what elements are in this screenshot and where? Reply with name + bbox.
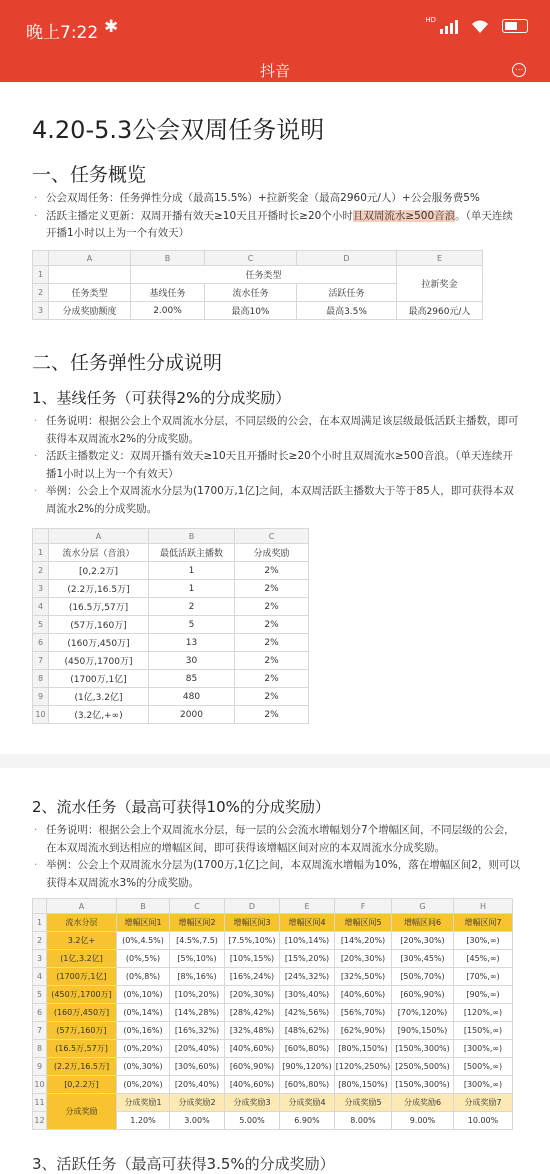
reward-value-cell: 3.00%: [170, 1112, 225, 1130]
table-cell: 5: [149, 616, 235, 634]
table-cell: [10%,20%): [170, 986, 225, 1004]
table-cell: [500%,∞): [454, 1058, 513, 1076]
table-cell: 2.00%: [131, 302, 205, 320]
more-icon[interactable]: ⋯: [512, 63, 526, 77]
table-cell: [14%,20%): [335, 932, 392, 950]
corner-cell: [33, 899, 47, 914]
table-cell: 流水任务: [205, 284, 297, 302]
table-cell: 2%: [235, 688, 309, 706]
reward-name-cell: 分成奖励2: [170, 1094, 225, 1112]
table-cell: [300%,∞): [454, 1076, 513, 1094]
table-cell: [40%,60%): [335, 986, 392, 1004]
hd-icon: HD: [425, 16, 436, 24]
table-cell: [150%,∞): [454, 1022, 513, 1040]
table-cell: 2%: [235, 616, 309, 634]
doc-title: 4.20-5.3公会双周任务说明: [32, 116, 325, 144]
table-cell: 30: [149, 652, 235, 670]
row-number: 1: [33, 266, 49, 284]
table-header-cell: 分成奖励: [235, 544, 309, 562]
table-cell: [30%,40%): [280, 986, 335, 1004]
baseline-table: [32, 528, 309, 724]
table-cell: [80%,150%): [335, 1076, 392, 1094]
section1-heading: 一、任务概览: [32, 164, 147, 186]
row-number: 3: [33, 950, 47, 968]
table-cell: [8%,16%): [170, 968, 225, 986]
row-number: 5: [33, 986, 47, 1004]
table-row: [33, 670, 309, 688]
table-cell: [90%,150%): [392, 1022, 454, 1040]
row-number: 3: [33, 580, 49, 598]
reward-name-cell: 分成奖励4: [280, 1094, 335, 1112]
row-number: 1: [33, 914, 47, 932]
revenue-task-heading: 2、流水任务（最高可获得10%的分成奖励）: [32, 798, 330, 816]
table-cell: [120%,∞): [454, 1004, 513, 1022]
table-row: [33, 1004, 513, 1022]
table-cell: [49, 266, 131, 284]
battery-icon: [502, 19, 528, 33]
table-row: [33, 950, 513, 968]
status-icons: [425, 18, 528, 34]
table-row: [33, 562, 309, 580]
table-cell: 480: [149, 688, 235, 706]
row-number: 4: [33, 968, 47, 986]
table-cell: 2%: [235, 706, 309, 724]
table-cell: 2%: [235, 598, 309, 616]
table-cell: 1: [149, 562, 235, 580]
table-row: [33, 968, 513, 986]
table-cell: 2%: [235, 580, 309, 598]
table-cell: 2%: [235, 652, 309, 670]
table-cell: [40%,60%): [225, 1076, 280, 1094]
column-header: F: [335, 899, 392, 914]
row-number: 5: [33, 616, 49, 634]
table-cell: [20%,40%): [170, 1076, 225, 1094]
table-cell: (0%,10%): [117, 986, 170, 1004]
tier-cell: (1700万,1亿]: [47, 968, 117, 986]
table-cell: [10%,14%): [280, 932, 335, 950]
table-cell: [90%,120%): [280, 1058, 335, 1076]
list-item: · 任务说明：根据公会上个双周流水分层，不同层级的公会，在本双周满足该层级最低活跃主播数，即可获得本双周流水2%的分成奖励。: [32, 413, 522, 448]
list-item: · 活跃主播数定义：双周开播有效天≥10天且开播时长≥20个小时且双周流水≥500音浪。（单天连续开播1小时以上为一个有效天）: [32, 448, 522, 483]
reward-value-cell: 5.00%: [225, 1112, 280, 1130]
reward-value-cell: 10.00%: [454, 1112, 513, 1130]
column-header: E: [397, 251, 483, 266]
row-number: 3: [33, 302, 49, 320]
table-cell: [60%,80%): [280, 1076, 335, 1094]
wifi-icon: [470, 19, 490, 33]
row-number: 6: [33, 634, 49, 652]
table-cell: [45%,∞): [454, 950, 513, 968]
list-item: · 举例：公会上个双周流水分层为(1700万,1亿]之间，本双周流水增幅为10%，落在增幅区间2，则可以获得本双周流水3%的分成奖励。: [32, 857, 522, 892]
table-cell: 2%: [235, 562, 309, 580]
table-cell: 分成奖励额度: [49, 302, 131, 320]
table-cell: 基线任务: [131, 284, 205, 302]
tier-cell: (1亿,3.2亿]: [47, 950, 117, 968]
status-time: 晚上7:22: [26, 23, 99, 43]
table-header-cell: 流水分层（音浪）: [49, 544, 149, 562]
signal-icon: [440, 18, 458, 34]
table-cell: 任务类型: [49, 284, 131, 302]
table-header-cell: 增幅区间4: [280, 914, 335, 932]
table-cell: [20%,40%): [170, 1040, 225, 1058]
table-header-cell: 增幅区间7: [454, 914, 513, 932]
table-cell: (0%,20%): [117, 1040, 170, 1058]
column-header: C: [235, 529, 309, 544]
table-cell: [4.5%,7.5): [170, 932, 225, 950]
revenue-table: [32, 898, 513, 1130]
table-cell: 1: [149, 580, 235, 598]
row-number: 2: [33, 562, 49, 580]
column-header: B: [131, 251, 205, 266]
table-cell: (0%,4.5%): [117, 932, 170, 950]
row-number: 4: [33, 598, 49, 616]
table-cell: 85: [149, 670, 235, 688]
table-header-cell: 增幅区间3: [225, 914, 280, 932]
reward-name-cell: 分成奖励7: [454, 1094, 513, 1112]
table-cell: (1700万,1亿]: [49, 670, 149, 688]
table-cell: [10%,15%): [225, 950, 280, 968]
table-cell: (57万,160万]: [49, 616, 149, 634]
nav-bar: [0, 60, 550, 82]
table-cell: [20%,30%): [225, 986, 280, 1004]
table-header-cell: 增幅区间1: [117, 914, 170, 932]
status-bar: [0, 0, 550, 60]
table-cell: [60%,80%): [280, 1040, 335, 1058]
table-cell: [50%,70%): [392, 968, 454, 986]
table-cell: (450万,1700万]: [49, 652, 149, 670]
column-header: C: [170, 899, 225, 914]
table-cell: (0%,14%): [117, 1004, 170, 1022]
list-item: [32, 208, 522, 243]
table-cell: [30%,∞): [454, 932, 513, 950]
table-row: [33, 1040, 513, 1058]
table-cell: (1亿,3.2亿]: [49, 688, 149, 706]
table-header-cell: 增幅区间5: [335, 914, 392, 932]
table-cell: 最高10%: [205, 302, 297, 320]
table-cell: (16.5万,57万]: [49, 598, 149, 616]
tier-cell: (450万,1700万]: [47, 986, 117, 1004]
row-number: 2: [33, 284, 49, 302]
reward-label-cell: 分成奖励: [47, 1094, 117, 1130]
tier-cell: (160万,450万]: [47, 1004, 117, 1022]
reward-value-cell: 1.20%: [117, 1112, 170, 1130]
table-cell: [70%,120%): [392, 1004, 454, 1022]
table-cell: [32%,50%): [335, 968, 392, 986]
table-header-cell: 流水分层: [47, 914, 117, 932]
reward-name-cell: 分成奖励6: [392, 1094, 454, 1112]
section-heading-partial: 3、活跃任务（最高可获得3.5%的分成奖励）: [32, 1155, 335, 1173]
table-cell: [30%,45%): [392, 950, 454, 968]
table-cell: [24%,32%): [280, 968, 335, 986]
tier-cell: 3.2亿+: [47, 932, 117, 950]
table-cell: [120%,250%): [335, 1058, 392, 1076]
row-number: 7: [33, 652, 49, 670]
bluetooth-icon: ✱: [104, 17, 119, 37]
overview-table: [32, 250, 483, 320]
table-cell: [70%,∞): [454, 968, 513, 986]
table-cell: (0%,5%): [117, 950, 170, 968]
row-number: 6: [33, 1004, 47, 1022]
table-cell: 2%: [235, 670, 309, 688]
table-header-cell: 增幅区间6: [392, 914, 454, 932]
table-cell: (0%,30%): [117, 1058, 170, 1076]
table-cell: (0%,8%): [117, 968, 170, 986]
column-header: E: [280, 899, 335, 914]
table-cell: [14%,28%): [170, 1004, 225, 1022]
corner-cell: [33, 529, 49, 544]
table-cell: [48%,62%): [280, 1022, 335, 1040]
column-header: D: [225, 899, 280, 914]
row-number: 9: [33, 688, 49, 706]
revenue-bullets: [32, 822, 522, 892]
table-cell: [20%,30%): [392, 932, 454, 950]
table-cell: 拉新奖金: [397, 266, 483, 302]
row-number: 9: [33, 1058, 47, 1076]
table-cell: [42%,56%): [280, 1004, 335, 1022]
table-cell: [16%,32%): [170, 1022, 225, 1040]
table-cell: [150%,300%): [392, 1040, 454, 1058]
table-cell: [7.5%,10%): [225, 932, 280, 950]
table-header-cell: 最低活跃主播数: [149, 544, 235, 562]
table-cell: [56%,70%): [335, 1004, 392, 1022]
table-cell: [16%,24%): [225, 968, 280, 986]
table-cell: 2%: [235, 634, 309, 652]
table-cell: [0,2.2万]: [49, 562, 149, 580]
table-cell: [90%,∞): [454, 986, 513, 1004]
table-cell: 任务类型: [131, 266, 397, 284]
table-cell: [5%,10%): [170, 950, 225, 968]
row-number: 1: [33, 544, 49, 562]
table-row: [33, 652, 309, 670]
table-row: [33, 1058, 513, 1076]
table-row: [33, 634, 309, 652]
table-cell: 2000: [149, 706, 235, 724]
column-header: D: [297, 251, 397, 266]
reward-name-cell: 分成奖励5: [335, 1094, 392, 1112]
column-header: A: [49, 251, 131, 266]
tier-cell: (57万,160万]: [47, 1022, 117, 1040]
table-cell: (2.2万,16.5万]: [49, 580, 149, 598]
table-cell: 最高2960元/人: [397, 302, 483, 320]
table-row: [33, 616, 309, 634]
table-cell: [15%,20%): [280, 950, 335, 968]
table-cell: [60%,90%): [225, 1058, 280, 1076]
table-cell: (160万,450万]: [49, 634, 149, 652]
table-row: [33, 706, 309, 724]
table-row: [33, 1022, 513, 1040]
table-row: [33, 598, 309, 616]
column-header: C: [205, 251, 297, 266]
row-number: 11: [33, 1094, 47, 1112]
list-item: · 举例：公会上个双周流水分层为(1700万,1亿]之间，本双周活跃主播数大于等于85人，即可获得本双周流水2%的分成奖励。: [32, 483, 522, 518]
table-row: [33, 580, 309, 598]
reward-value-cell: 9.00%: [392, 1112, 454, 1130]
column-header: A: [49, 529, 149, 544]
table-cell: [150%,300%): [392, 1076, 454, 1094]
column-header: A: [47, 899, 117, 914]
table-row: [33, 688, 309, 706]
reward-value-cell: 8.00%: [335, 1112, 392, 1130]
reward-name-cell: 分成奖励3: [225, 1094, 280, 1112]
row-number: 2: [33, 932, 47, 950]
row-number: 10: [33, 1076, 47, 1094]
table-cell: [62%,90%): [335, 1022, 392, 1040]
column-header: H: [454, 899, 513, 914]
table-cell: [300%,∞): [454, 1040, 513, 1058]
table-cell: [28%,42%): [225, 1004, 280, 1022]
row-number: 12: [33, 1112, 47, 1130]
corner-cell: [33, 251, 49, 266]
row-number: 10: [33, 706, 49, 724]
reward-name-cell: 分成奖励1: [117, 1094, 170, 1112]
list-item: · 任务说明：根据公会上个双周流水分层，每一层的公会流水增幅划分7个增幅区间，不同层级的公会，在本双周流水到达相应的增幅区间，即可获得该增幅区间对应的本双周流水分成奖励。: [32, 822, 522, 857]
section1-bullets: [32, 190, 522, 243]
tier-cell: (16.5万,57万]: [47, 1040, 117, 1058]
table-header-cell: 增幅区间2: [170, 914, 225, 932]
table-cell: 2: [149, 598, 235, 616]
bullet-text: 活跃主播定义更新：双周开播有效天≥10天且开播时长≥20个小时: [46, 209, 353, 222]
table-cell: [40%,60%): [225, 1040, 280, 1058]
table-cell: (0%,16%): [117, 1022, 170, 1040]
table-row: [33, 1076, 513, 1094]
table-cell: (3.2亿,+∞): [49, 706, 149, 724]
table-cell: 13: [149, 634, 235, 652]
page-divider: [0, 754, 550, 768]
reward-value-cell: 6.90%: [280, 1112, 335, 1130]
column-header: G: [392, 899, 454, 914]
table-cell: 最高3.5%: [297, 302, 397, 320]
table-row: [33, 986, 513, 1004]
bullet-text: 。（单天连续开播1小时以上为一个有效天）: [46, 209, 513, 239]
nav-title: 抖音: [259, 62, 290, 80]
column-header: B: [117, 899, 170, 914]
row-number: 8: [33, 1040, 47, 1058]
table-cell: [20%,30%): [335, 950, 392, 968]
table-cell: 活跃任务: [297, 284, 397, 302]
highlighted-text: 且双周流水≥500音浪: [352, 209, 456, 222]
tier-cell: (2.2万,16.5万]: [47, 1058, 117, 1076]
column-header: B: [149, 529, 235, 544]
list-item: · 公会双周任务：任务弹性分成（最高15.5%）+拉新奖金（最高2960元/人）+公会服务费5%: [32, 190, 522, 208]
table-cell: [32%,48%): [225, 1022, 280, 1040]
table-cell: (0%,20%): [117, 1076, 170, 1094]
table-cell: [30%,60%): [170, 1058, 225, 1076]
row-number: 7: [33, 1022, 47, 1040]
table-cell: [80%,150%): [335, 1040, 392, 1058]
table-row: [33, 932, 513, 950]
baseline-task-heading: 1、基线任务（可获得2%的分成奖励）: [32, 389, 291, 407]
table-cell: [60%,90%): [392, 986, 454, 1004]
table-cell: [250%,500%): [392, 1058, 454, 1076]
row-number: 8: [33, 670, 49, 688]
baseline-bullets: [32, 413, 522, 518]
section2-heading: 二、任务弹性分成说明: [32, 352, 223, 374]
tier-cell: [0,2.2万]: [47, 1076, 117, 1094]
